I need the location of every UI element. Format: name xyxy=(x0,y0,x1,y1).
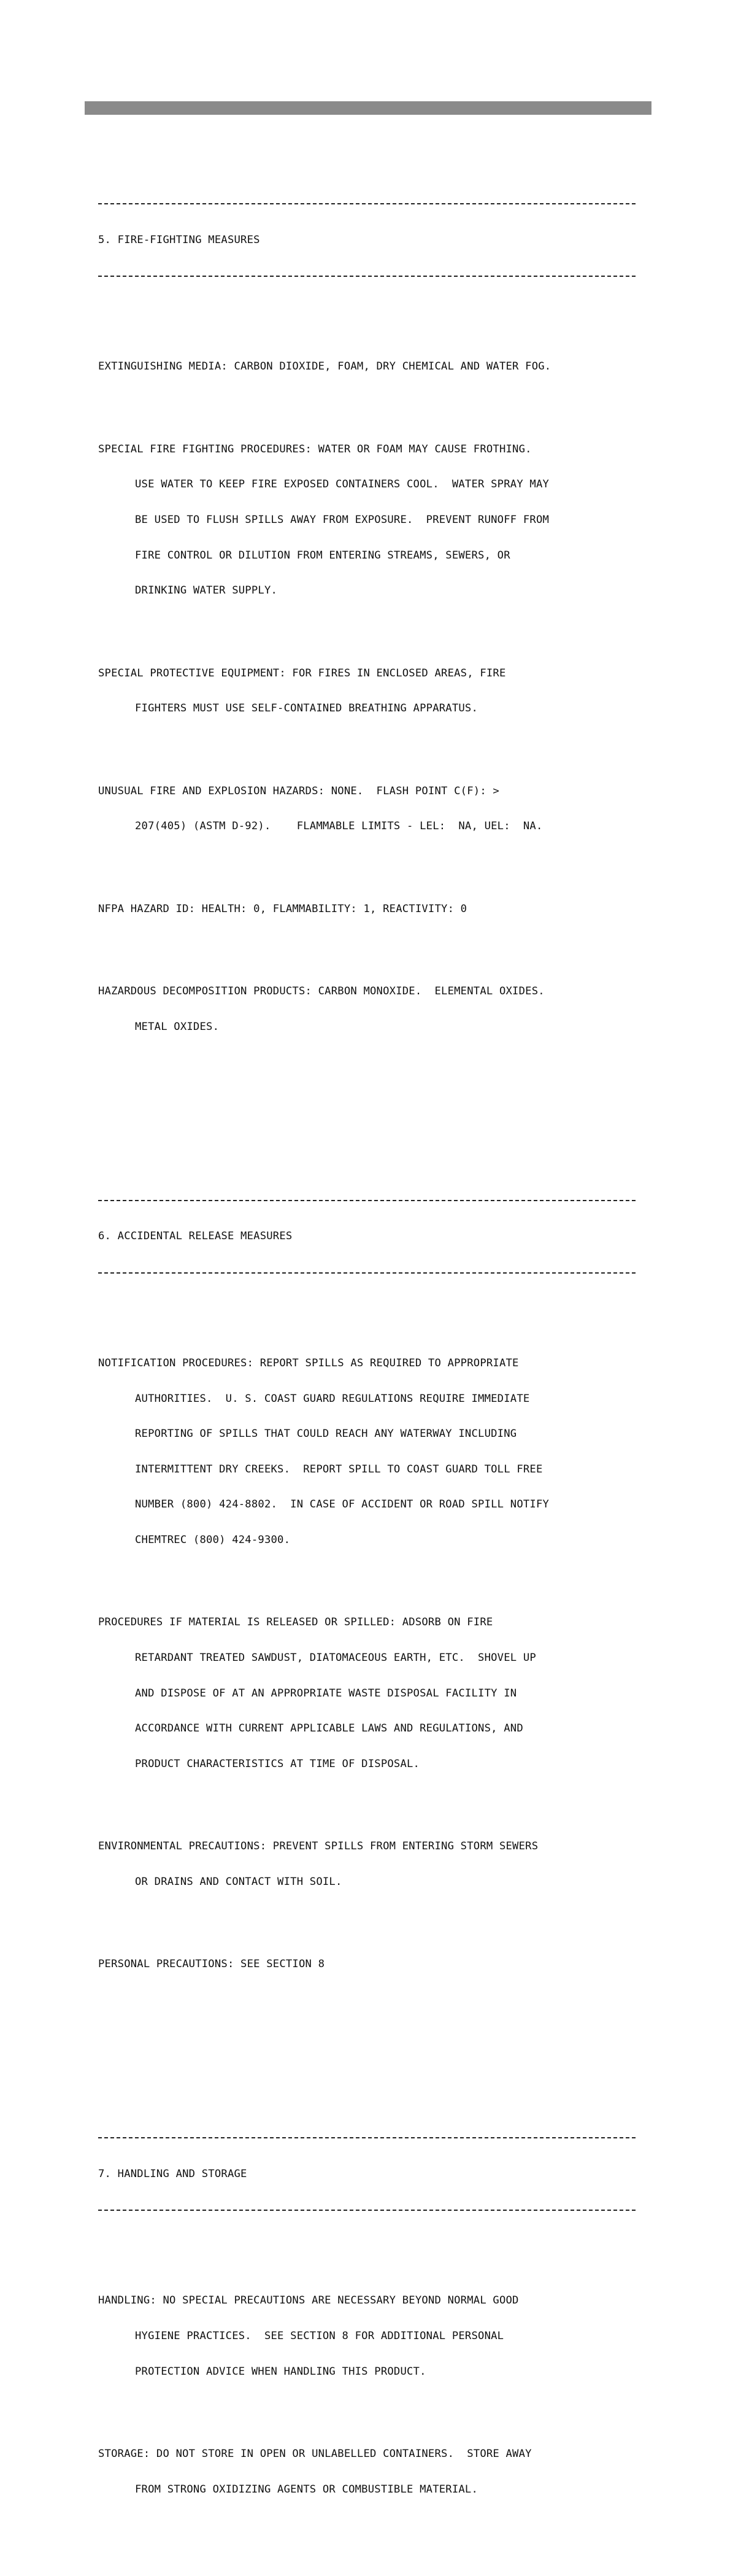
paragraph xyxy=(98,880,638,938)
paragraph xyxy=(98,1817,638,1912)
paragraph xyxy=(98,420,638,620)
paragraph-line: OR DRAINS AND CONTACT WITH SOIL. xyxy=(135,1875,342,1888)
section-title: 7. HANDLING AND STORAGE xyxy=(98,2167,247,2180)
dashed-rule xyxy=(98,276,636,277)
paragraph-line: USE WATER TO KEEP FIRE EXPOSED CONTAINERS COOL. WATER SPRAY MAY xyxy=(135,478,550,491)
paragraph-line: ENVIRONMENTAL PRECAUTIONS: PREVENT SPILLS FROM ENTERING STORM SEWERS xyxy=(98,1840,539,1853)
paragraph xyxy=(98,1334,638,1570)
paragraph xyxy=(98,1935,638,1994)
paragraph-line: FIRE CONTROL OR DILUTION FROM ENTERING STREAMS, SEWERS, OR xyxy=(135,549,510,562)
paragraph-line: DRINKING WATER SUPPLY. xyxy=(135,584,278,597)
paragraph-line: METAL OXIDES. xyxy=(135,1020,220,1033)
paragraph-line: EXTINGUISHING MEDIA: CARBON DIOXIDE, FOAM, DRY CHEMICAL AND WATER FOG. xyxy=(98,360,551,373)
paragraph xyxy=(98,338,638,396)
paragraph-line: HYGIENE PRACTICES. SEE SECTION 8 FOR ADDITIONAL PERSONAL xyxy=(135,2329,504,2342)
paragraph xyxy=(98,644,638,738)
paragraph-line: HANDLING: NO SPECIAL PRECAUTIONS ARE NECESSARY BEYOND NORMAL GOOD xyxy=(98,2294,519,2307)
paragraph-line: INTERMITTENT DRY CREEKS. REPORT SPILL TO COAST GUARD TOLL FREE xyxy=(135,1463,543,1476)
dashed-rule xyxy=(98,1200,636,1201)
paragraph-line: 207(405) (ASTM D-92). FLAMMABLE LIMITS - LEL: NA, UEL: NA. xyxy=(135,820,543,833)
paragraph-line: BE USED TO FLUSH SPILLS AWAY FROM EXPOSURE. PREVENT RUNOFF FROM xyxy=(135,514,550,527)
paragraph-line: PRODUCT CHARACTERISTICS AT TIME OF DISPOSAL. xyxy=(135,1757,420,1770)
paragraph-line: PROCEDURES IF MATERIAL IS RELEASED OR SPILLED: ADSORB ON FIRE xyxy=(98,1616,493,1629)
paragraph-line: PROTECTION ADVICE WHEN HANDLING THIS PRODUCT. xyxy=(135,2365,426,2378)
paragraph-line: AND DISPOSE OF AT AN APPROPRIATE WASTE DISPOSAL FACILITY IN xyxy=(135,1687,517,1700)
paragraph xyxy=(98,962,638,1057)
paragraph-line: REPORTING OF SPILLS THAT COULD REACH ANY WATERWAY INCLUDING xyxy=(135,1428,517,1441)
paragraph xyxy=(98,762,638,856)
paragraph xyxy=(98,2272,638,2401)
section-accidental-release xyxy=(98,1176,638,2017)
paragraph xyxy=(98,1593,638,1793)
dashed-rule xyxy=(98,1272,636,1274)
paragraph-line: FIGHTERS MUST USE SELF-CONTAINED BREATHING APPARATUS. xyxy=(135,702,478,715)
paragraph xyxy=(98,2425,638,2520)
paragraph-line: FROM STRONG OXIDIZING AGENTS OR COMBUSTIBLE MATERIAL. xyxy=(135,2483,478,2496)
paragraph-line: AUTHORITIES. U. S. COAST GUARD REGULATIONS REQUIRE IMMEDIATE xyxy=(135,1392,530,1405)
paragraph-line: NOTIFICATION PROCEDURES: REPORT SPILLS AS REQUIRED TO APPROPRIATE xyxy=(98,1356,519,1369)
dashed-rule xyxy=(98,2137,636,2138)
section-title: 5. FIRE-FIGHTING MEASURES xyxy=(98,233,260,246)
paragraph-line: SPECIAL FIRE FIGHTING PROCEDURES: WATER OR FOAM MAY CAUSE FROTHING. xyxy=(98,443,532,455)
paragraph-line: HAZARDOUS DECOMPOSITION PRODUCTS: CARBON MONOXIDE. ELEMENTAL OXIDES. xyxy=(98,985,545,998)
paragraph-line: STORAGE: DO NOT STORE IN OPEN OR UNLABELLED CONTAINERS. STORE AWAY xyxy=(98,2447,532,2460)
paragraph-line: NFPA HAZARD ID: HEALTH: 0, FLAMMABILITY: 1, REACTIVITY: 0 xyxy=(98,902,467,915)
paragraph-line: PERSONAL PRECAUTIONS: SEE SECTION 8 xyxy=(98,1958,325,1971)
dashed-rule xyxy=(98,203,636,204)
section-fire-fighting xyxy=(98,180,638,1080)
paragraph-line: CHEMTREC (800) 424-9300. xyxy=(135,1533,291,1546)
header-bar xyxy=(85,101,651,115)
section-title: 6. ACCIDENTAL RELEASE MEASURES xyxy=(98,1230,293,1243)
paragraph-line: NUMBER (800) 424-8802. IN CASE OF ACCIDENT OR ROAD SPILL NOTIFY xyxy=(135,1498,550,1511)
document-body xyxy=(98,133,638,2576)
paragraph-line: ACCORDANCE WITH CURRENT APPLICABLE LAWS AND REGULATIONS, AND xyxy=(135,1722,523,1735)
dashed-rule xyxy=(98,2210,636,2211)
section-handling-storage xyxy=(98,2114,638,2543)
paragraph-line: UNUSUAL FIRE AND EXPLOSION HAZARDS: NONE. FLASH POINT C(F): > xyxy=(98,784,499,797)
paragraph-line: RETARDANT TREATED SAWDUST, DIATOMACEOUS EARTH, ETC. SHOVEL UP xyxy=(135,1651,536,1664)
paragraph-line: SPECIAL PROTECTIVE EQUIPMENT: FOR FIRES IN ENCLOSED AREAS, FIRE xyxy=(98,667,506,679)
